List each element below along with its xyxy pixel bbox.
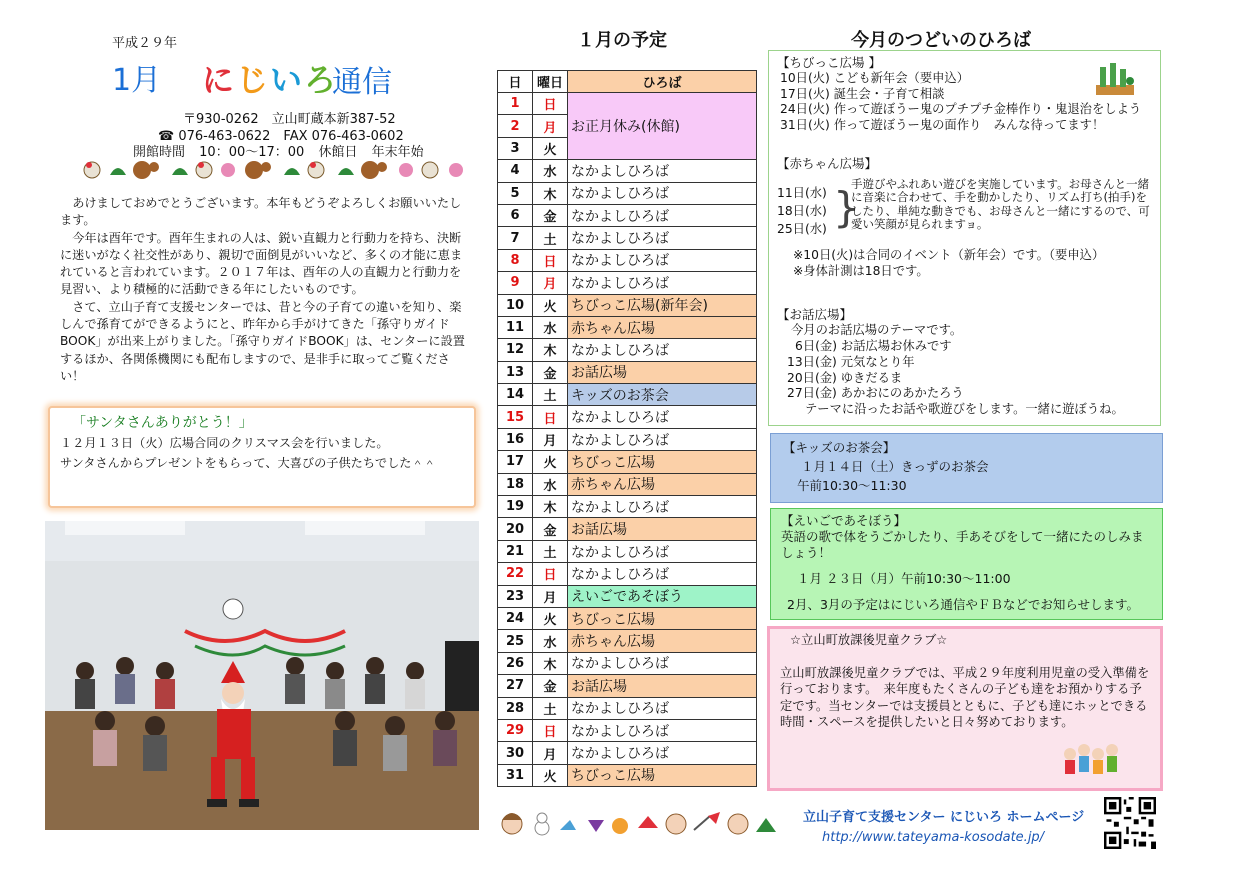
brace-icon: }	[833, 182, 860, 232]
homepage-url-link[interactable]: http://www.tateyama-kosodate.jp/	[822, 830, 1045, 845]
activity-cell: 赤ちゃん広場	[568, 473, 757, 495]
table-row	[498, 518, 757, 540]
day-cell: 8	[498, 249, 533, 271]
table-row	[498, 540, 757, 562]
activity-cell: キッズのお茶会	[568, 384, 757, 406]
day-cell: 6	[498, 204, 533, 226]
weekday-cell: 月	[533, 585, 568, 607]
day-cell: 12	[498, 339, 533, 361]
children-group-icon	[1060, 740, 1120, 780]
activity-cell: ちびっこ広場	[568, 607, 757, 629]
monthly-plaza-title: 今月のつどいのひろば	[851, 30, 1031, 51]
activity-cell: お正月休み(休館)	[568, 93, 757, 160]
hours-label: 開館時間	[133, 145, 186, 160]
column-header-day: 日	[498, 71, 533, 93]
table-row	[498, 428, 757, 450]
activity-cell: 赤ちゃん広場	[568, 316, 757, 338]
baby-dates	[777, 178, 833, 238]
baby-date: 25日(水)	[777, 221, 827, 236]
photo-illustration-icon	[45, 521, 479, 830]
activity-cell: お話広場	[568, 518, 757, 540]
weekday-cell: 月	[533, 272, 568, 294]
day-cell: 11	[498, 316, 533, 338]
chibikko-item: 24日(火) 作って遊ぼうー鬼のプチプチ金棒作り・鬼退治をしよう	[780, 102, 1142, 117]
day-cell: 14	[498, 384, 533, 406]
day-cell: 18	[498, 473, 533, 495]
table-row	[498, 182, 757, 204]
weekday-cell: 金	[533, 204, 568, 226]
masthead-name-char: に	[202, 61, 237, 99]
table-row	[498, 585, 757, 607]
table-row	[498, 406, 757, 428]
column-header-plaza: ひろば	[568, 71, 757, 93]
activity-cell: なかよしひろば	[568, 742, 757, 764]
activity-cell: なかよしひろば	[568, 719, 757, 741]
day-cell: 9	[498, 272, 533, 294]
chibikko-item: 31日(火) 作って遊ぼうー鬼の面作り みんな待ってます！	[780, 118, 1105, 133]
activity-cell: なかよしひろば	[568, 406, 757, 428]
day-cell: 20	[498, 518, 533, 540]
weekday-cell: 木	[533, 652, 568, 674]
activity-cell: なかよしひろば	[568, 428, 757, 450]
day-cell: 10	[498, 294, 533, 316]
baby-section	[777, 178, 1152, 238]
ohanashi-item: 20日(金) ゆきだるま	[787, 370, 903, 385]
baby-note: ※10日(火)は合同のイベント（新年会）です。（要申込）	[793, 247, 1105, 262]
day-cell: 29	[498, 719, 533, 741]
ohanashi-item: 27日(金) あかおにのあかたろう	[787, 386, 964, 401]
ohanashi-section-title: 【お話広場】	[777, 307, 853, 323]
decoration-illustration-row	[80, 157, 470, 183]
masthead-name-char: ろ	[304, 61, 339, 99]
baby-date: 11日(水)	[777, 185, 827, 200]
weekday-cell: 木	[533, 496, 568, 518]
day-cell: 27	[498, 675, 533, 697]
table-row	[498, 742, 757, 764]
weekday-cell: 木	[533, 182, 568, 204]
day-cell: 2	[498, 115, 533, 137]
kids-section-title: 【キッズのお茶会】	[783, 440, 896, 455]
kids-date: １月１４日（土）きっずのお茶会	[801, 459, 989, 474]
day-cell: 13	[498, 361, 533, 383]
masthead-title: 通信	[332, 65, 392, 100]
club-description: 立山町放課後児童クラブでは、平成２９年度利用児童の受入準備を行っております。 来年度もたくさんの子ども達をお預かりする予定です。当センターでは支援員とともに、子ども達にホッとできる時間・スペースを提供したいと日々努めております。	[780, 665, 1150, 729]
english-play-box	[770, 508, 1163, 620]
weekday-cell: 土	[533, 227, 568, 249]
weekday-cell: 火	[533, 137, 568, 159]
weekday-cell: 月	[533, 115, 568, 137]
masthead-name	[202, 55, 338, 101]
children-deco-icon	[498, 806, 798, 840]
day-cell: 15	[498, 406, 533, 428]
activity-cell: なかよしひろば	[568, 697, 757, 719]
day-cell: 22	[498, 563, 533, 585]
activity-cell: お話広場	[568, 675, 757, 697]
table-row	[498, 204, 757, 226]
kadomatsu-icon	[1092, 63, 1138, 95]
chibikko-item: 17日(火) 誕生会・子育て相談	[780, 86, 945, 101]
intro-paragraph: あけましておめでとうございます。本年もどうぞよろしくお願いいたします。	[60, 196, 462, 228]
activity-cell: ちびっこ広場(新年会)	[568, 294, 757, 316]
kids-time: 午前10:30～11:30	[797, 478, 907, 493]
day-cell: 1	[498, 93, 533, 115]
day-cell: 26	[498, 652, 533, 674]
weekday-cell: 火	[533, 764, 568, 786]
activity-cell: えいごであそぼう	[568, 585, 757, 607]
weekday-cell: 日	[533, 563, 568, 585]
activity-cell: なかよしひろば	[568, 204, 757, 226]
chibikko-item: 10日(火) こども新年会（要申込）	[780, 70, 970, 85]
weekday-cell: 金	[533, 675, 568, 697]
schedule-rows	[498, 93, 757, 787]
activity-cell: 赤ちゃん広場	[568, 630, 757, 652]
weekday-cell: 日	[533, 719, 568, 741]
day-cell: 23	[498, 585, 533, 607]
hours-value: 10：00～17：00	[199, 145, 305, 160]
zodiac-deco-icon	[80, 157, 470, 183]
day-cell: 30	[498, 742, 533, 764]
weekday-cell: 水	[533, 316, 568, 338]
era-year: 平成２９年	[112, 36, 178, 51]
activity-cell: お話広場	[568, 361, 757, 383]
weekday-cell: 火	[533, 294, 568, 316]
activity-cell: なかよしひろば	[568, 160, 757, 182]
closed-value: 年末年始	[371, 145, 424, 160]
activity-cell: なかよしひろば	[568, 272, 757, 294]
table-header-row	[498, 71, 757, 93]
activity-cell: なかよしひろば	[568, 496, 757, 518]
table-row	[498, 384, 757, 406]
day-cell: 16	[498, 428, 533, 450]
activity-cell: なかよしひろば	[568, 227, 757, 249]
table-row	[498, 249, 757, 271]
kids-tea-party-box	[770, 433, 1163, 503]
table-row	[498, 160, 757, 182]
homepage-label: 立山子育て支援センター にじいろ ホームページ	[803, 810, 1085, 825]
chibikko-section-title: 【ちびっこ広場 】	[777, 55, 881, 70]
masthead-name-char: い	[270, 61, 305, 99]
activity-cell: なかよしひろば	[568, 339, 757, 361]
footer-illustration-row	[498, 806, 798, 840]
weekday-cell: 日	[533, 93, 568, 115]
phone-fax: ☎ 076-463-0622 FAX 076-463-0602	[158, 129, 404, 144]
weekday-cell: 日	[533, 406, 568, 428]
day-cell: 19	[498, 496, 533, 518]
baby-note: ※身体計測は18日です。	[793, 263, 929, 278]
plaza-schedule-box	[768, 50, 1161, 426]
weekday-cell: 火	[533, 451, 568, 473]
christmas-party-photo	[45, 521, 479, 830]
day-cell: 25	[498, 630, 533, 652]
january-schedule-table	[497, 70, 757, 787]
weekday-cell: 土	[533, 540, 568, 562]
eigo-description: 英語の歌で体をうごかしたり、手あそびをして一緒にたのしみましょう！	[781, 529, 1144, 560]
weekday-cell: 金	[533, 361, 568, 383]
baby-date: 18日(水)	[777, 203, 827, 218]
intro-text	[60, 195, 472, 385]
day-cell: 3	[498, 137, 533, 159]
masthead-name-char: じ	[236, 61, 271, 99]
ohanashi-outro: テーマに沿ったお話や歌遊びをします。一緒に遊ぼうね。	[805, 402, 1124, 417]
weekday-cell: 金	[533, 518, 568, 540]
table-row	[498, 675, 757, 697]
ohanashi-item: 13日(金) 元気なとり年	[787, 354, 915, 369]
table-row	[498, 697, 757, 719]
day-cell: 24	[498, 607, 533, 629]
baby-section-title: 【赤ちゃん広場】	[777, 155, 878, 171]
santa-notice-line: サンタさんからプレゼントをもらって、大喜びの子供たちでした＾＾	[60, 456, 436, 470]
table-row	[498, 294, 757, 316]
weekday-cell: 火	[533, 607, 568, 629]
table-row	[498, 272, 757, 294]
closed-label: 休館日	[318, 145, 358, 160]
weekday-cell: 水	[533, 160, 568, 182]
table-row	[498, 361, 757, 383]
table-row	[498, 473, 757, 495]
table-row	[498, 764, 757, 786]
day-cell: 21	[498, 540, 533, 562]
day-cell: 28	[498, 697, 533, 719]
activity-cell: ちびっこ広場	[568, 451, 757, 473]
table-row	[498, 607, 757, 629]
table-row	[498, 630, 757, 652]
table-row	[498, 93, 757, 115]
weekday-cell: 水	[533, 473, 568, 495]
table-row	[498, 451, 757, 473]
weekday-cell: 水	[533, 630, 568, 652]
intro-paragraph: 今年は酉年です。酉年生まれの人は、鋭い直観力と行動力を持ち、決断に迷いがなく社交性があり、親切で面倒見がいいなど、多くの才能に恵まれていると言われています。２０１７年は、酉年の人の直観力と行動力を見習い、より積極的に活動できる年にしたいものです。	[60, 230, 463, 297]
weekday-cell: 月	[533, 428, 568, 450]
table-row	[498, 227, 757, 249]
day-cell: 7	[498, 227, 533, 249]
activity-cell: なかよしひろば	[568, 563, 757, 585]
activity-cell: ちびっこ広場	[568, 764, 757, 786]
day-cell: 31	[498, 764, 533, 786]
table-row	[498, 339, 757, 361]
baby-description: 手遊びやふれあい遊びを実施しています。お母さんと一緒に音楽に合わせて、手を動かしたり、リズム打ち(拍手)をしたり、単純な動きでも、お母さんと一緒にするので、可愛い笑顔が見られますョ。	[851, 176, 1150, 232]
masthead-month: 1月	[112, 63, 162, 98]
table-row	[498, 496, 757, 518]
club-title: ☆立山町放課後児童クラブ☆	[790, 633, 948, 647]
santa-notice-title: 「サンタさんありがとう！」	[72, 415, 253, 431]
table-row	[498, 316, 757, 338]
table-row	[498, 563, 757, 585]
qr-code-icon[interactable]	[1104, 797, 1156, 849]
table-row	[498, 652, 757, 674]
after-school-club-box	[767, 626, 1163, 791]
ohanashi-item: 6日(金) お話広場お休みです	[795, 338, 952, 353]
weekday-cell: 木	[533, 339, 568, 361]
activity-cell: なかよしひろば	[568, 249, 757, 271]
weekday-cell: 日	[533, 249, 568, 271]
ohanashi-intro: 今月のお話広場のテーマです。	[791, 323, 963, 338]
weekday-cell: 月	[533, 742, 568, 764]
santa-notice-line: １２月１３日（火）広場合同のクリスマス会を行いました。	[60, 436, 389, 450]
calendar-title: １月の予定	[577, 30, 667, 51]
eigo-note: 2月、3月の予定はにじいろ通信やＦＢなどでお知らせします。	[787, 597, 1140, 612]
masthead	[112, 55, 442, 105]
weekday-cell: 土	[533, 697, 568, 719]
day-cell: 17	[498, 451, 533, 473]
table-row	[498, 719, 757, 741]
activity-cell: なかよしひろば	[568, 182, 757, 204]
address: 〒930-0262 立山町蔵本新387-52	[183, 112, 396, 127]
day-cell: 5	[498, 182, 533, 204]
activity-cell: なかよしひろば	[568, 540, 757, 562]
weekday-cell: 土	[533, 384, 568, 406]
intro-paragraph: さて、立山子育て支援センターでは、昔と今の子育ての違いを知り、楽しんで孫育てができるようにと、昨年から手がけてきた「孫守りガイドBOOK」が出来上がりました。「孫守りガイドBOOK」は、センターに設置するほか、各関係機関にも配布しますので、是非手に取ってご覧ください！	[60, 299, 465, 383]
activity-cell: なかよしひろば	[568, 652, 757, 674]
eigo-date: １月 ２３日（月）午前10:30～11:00	[797, 571, 1011, 586]
santa-notice	[48, 406, 476, 508]
eigo-section-title: 【えいごであそぼう】	[781, 513, 907, 528]
column-header-weekday: 曜日	[533, 71, 568, 93]
day-cell: 4	[498, 160, 533, 182]
